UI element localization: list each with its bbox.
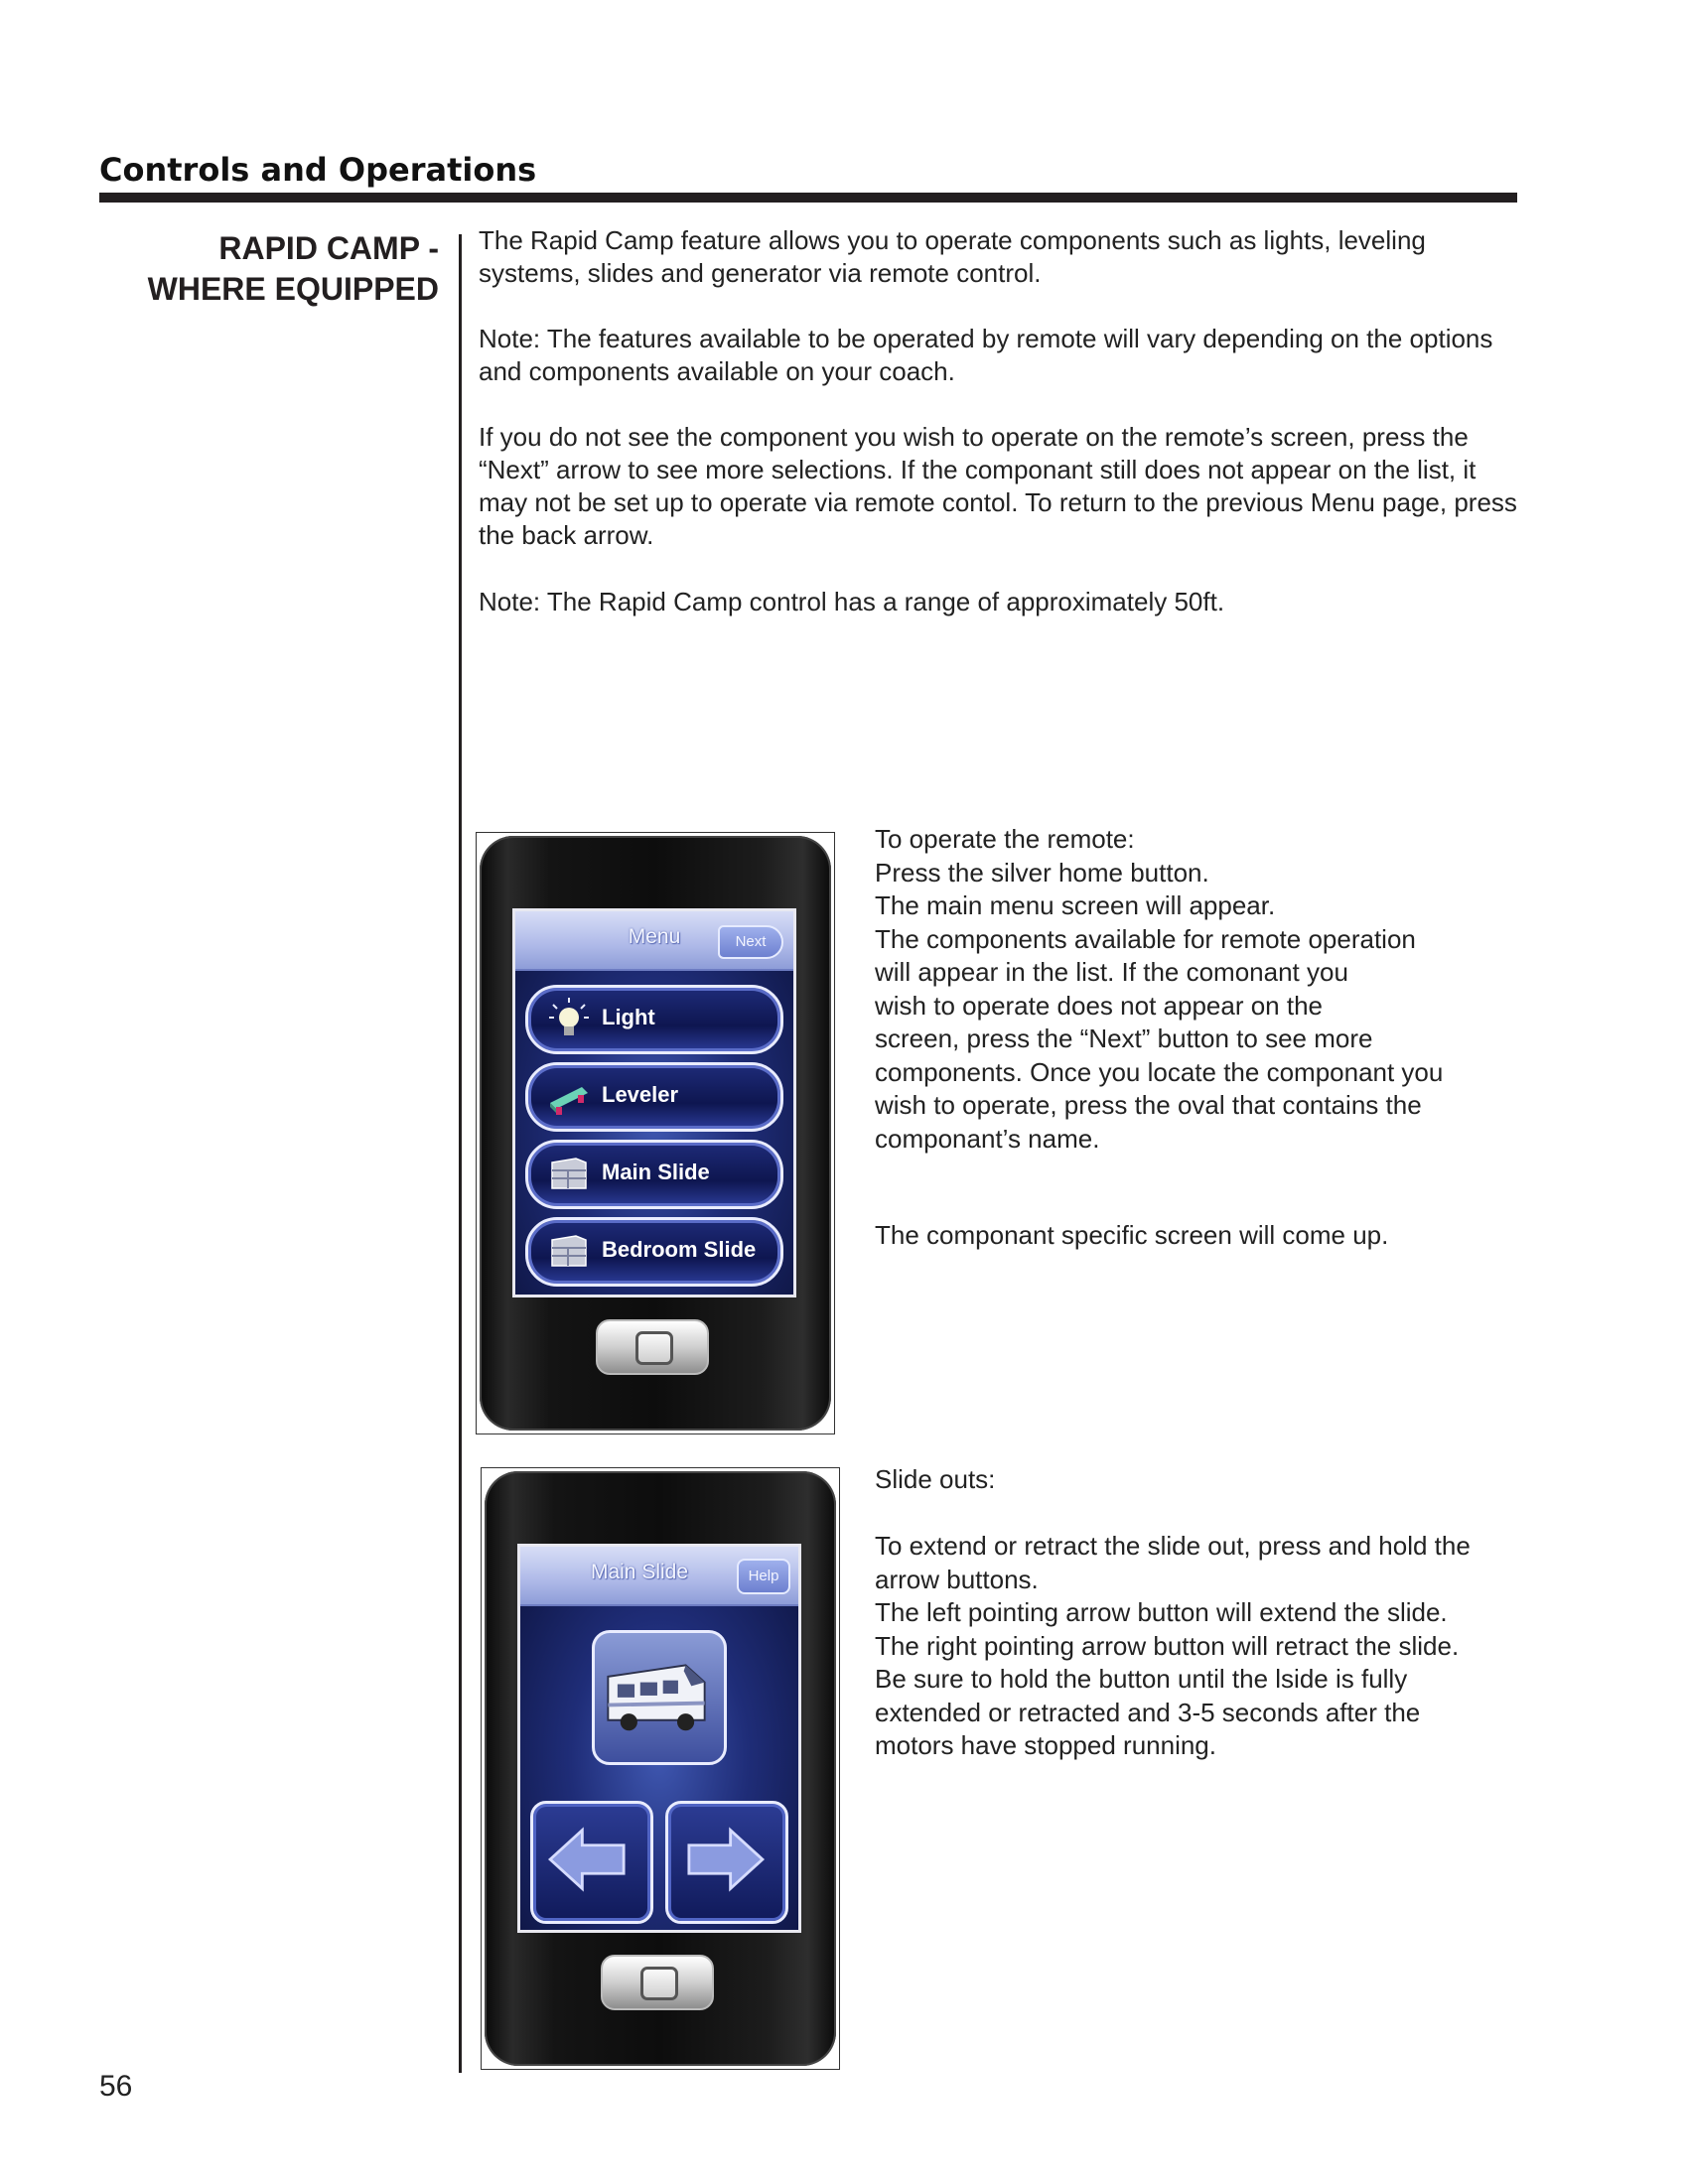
menu-item-label: Main Slide bbox=[602, 1160, 710, 1184]
extend-arrow-button[interactable] bbox=[530, 1801, 653, 1924]
side-heading-line2: WHERE EQUIPPED bbox=[147, 271, 439, 307]
column-divider bbox=[459, 234, 462, 2073]
section-title: Controls and Operations bbox=[99, 151, 537, 189]
text-line: The right pointing arrow button will retract the slide. bbox=[875, 1630, 1460, 1661]
light-bulb-icon bbox=[546, 996, 592, 1041]
next-button[interactable]: Next bbox=[718, 925, 783, 959]
text-line: wish to operate does not appear on the bbox=[875, 990, 1323, 1021]
menu-item-light[interactable] bbox=[525, 985, 783, 1054]
intro-paragraph-1: The Rapid Camp feature allows you to operate components such as lights, leveling systems, slides and generator via remote control. bbox=[479, 225, 1426, 288]
leveler-icon bbox=[546, 1073, 592, 1119]
left-arrow-icon bbox=[533, 1804, 644, 1915]
header-divider bbox=[99, 193, 1517, 203]
text-line: components. Once you locate the componant you bbox=[875, 1056, 1444, 1087]
intro-paragraph-4: Note: The Rapid Camp control has a range of approximately 50ft. bbox=[479, 587, 1225, 616]
slide-icon bbox=[546, 1151, 592, 1196]
slide-outs-text bbox=[875, 1463, 1520, 1763]
menu-item-label: Bedroom Slide bbox=[602, 1237, 757, 1262]
remote-screen bbox=[512, 908, 796, 1297]
menu-item-leveler[interactable] bbox=[525, 1062, 783, 1132]
remote-operation-text bbox=[875, 823, 1520, 1156]
text-line: Press the silver home button. bbox=[875, 857, 1209, 887]
remote-slide-image bbox=[481, 1467, 840, 2070]
screen-title: Main Slide bbox=[590, 1561, 689, 1583]
text-line: To operate the remote: bbox=[875, 824, 1135, 854]
right-arrow-icon bbox=[668, 1804, 779, 1915]
remote-screen bbox=[517, 1544, 801, 1933]
intro-paragraph-3: If you do not see the component you wish to operate on the remote’s screen, press the “Next” arrow to see more selections. If the componant still does not appear on the list, it may not be set up to operate via remote contol. To return to the previous Menu page, press the back arrow. bbox=[479, 422, 1517, 550]
screen-header bbox=[520, 1547, 798, 1606]
retract-arrow-button[interactable] bbox=[665, 1801, 788, 1924]
home-button[interactable] bbox=[601, 1955, 714, 2010]
rv-slide-tile bbox=[592, 1630, 727, 1765]
home-button-icon bbox=[640, 1967, 678, 2000]
text-line: motors have stopped running. bbox=[875, 1730, 1216, 1760]
help-button[interactable]: Help bbox=[737, 1559, 790, 1594]
menu-item-label: Light bbox=[602, 1005, 655, 1029]
intro-paragraph-2: Note: The features available to be operated by remote will vary depending on the options and components available on your coach. bbox=[479, 324, 1493, 386]
slide-icon bbox=[546, 1228, 592, 1274]
text-line: componant’s name. bbox=[875, 1123, 1100, 1154]
screen-title: Menu bbox=[628, 925, 681, 948]
menu-item-label: Leveler bbox=[602, 1082, 679, 1107]
menu-item-main-slide[interactable] bbox=[525, 1140, 783, 1209]
text-line: The main menu screen will appear. bbox=[875, 890, 1276, 920]
text-line: will appear in the list. If the comonant you bbox=[875, 957, 1348, 987]
slide-outs-heading: Slide outs: bbox=[875, 1464, 996, 1494]
text-line: arrow buttons. bbox=[875, 1564, 1039, 1594]
page-number: 56 bbox=[99, 2070, 133, 2103]
side-heading-line1: RAPID CAMP - bbox=[218, 230, 439, 266]
text-line: The left pointing arrow button will extend the slide. bbox=[875, 1597, 1448, 1627]
side-heading bbox=[99, 228, 439, 310]
text-line: To extend or retract the slide out, press and hold the bbox=[875, 1531, 1471, 1561]
text-line: Be sure to hold the button until the lside is fully bbox=[875, 1664, 1408, 1694]
home-button-icon bbox=[635, 1331, 673, 1365]
text-line: wish to operate, press the oval that contains the bbox=[875, 1090, 1422, 1120]
screen-header bbox=[515, 911, 793, 971]
motorhome-icon bbox=[595, 1633, 718, 1756]
menu-item-bedroom-slide[interactable] bbox=[525, 1217, 783, 1287]
text-line: screen, press the “Next” button to see more bbox=[875, 1024, 1373, 1053]
componant-screen-text: The componant specific screen will come up. bbox=[875, 1220, 1389, 1250]
text-line: The components available for remote operation bbox=[875, 923, 1416, 954]
home-button[interactable] bbox=[596, 1319, 709, 1375]
text-line: extended or retracted and 3-5 seconds after the bbox=[875, 1697, 1421, 1727]
remote-menu-image bbox=[476, 832, 835, 1434]
